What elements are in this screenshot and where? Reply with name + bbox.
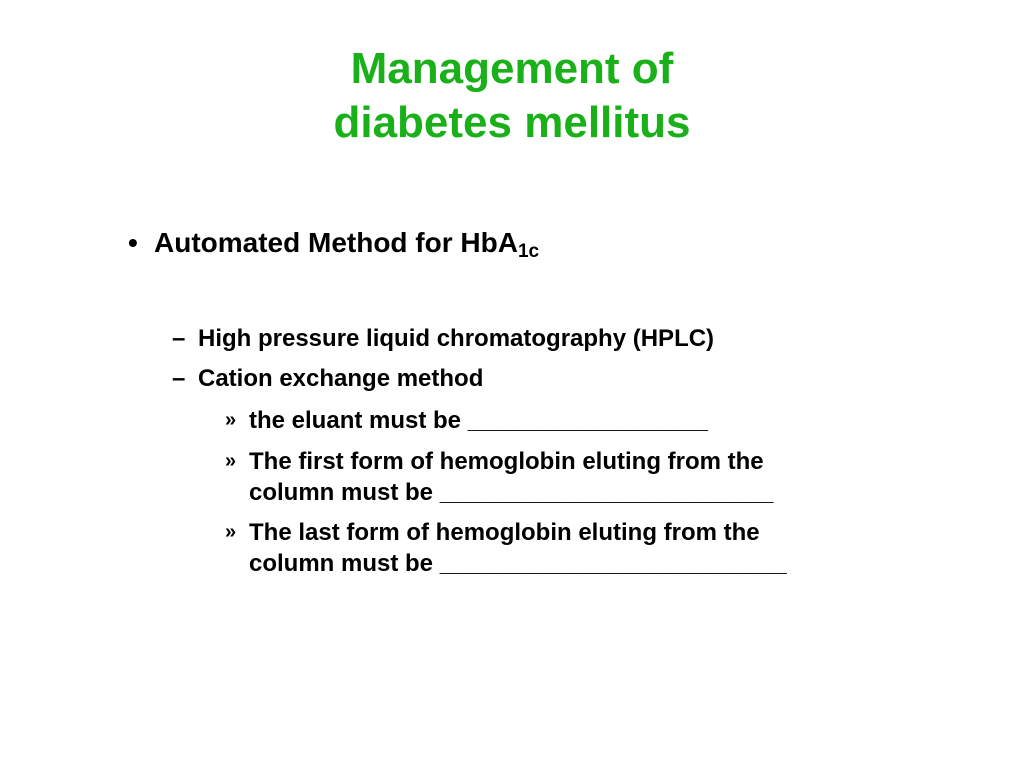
sub-bullet-hplc [172, 324, 714, 354]
bullet-subscript: 1c [517, 241, 540, 262]
sub-sub-bullet-last-form [225, 517, 925, 579]
dash-marker-icon: – [172, 325, 186, 352]
slide-title [0, 42, 1024, 150]
sub-bullet-text: Cation exchange method [198, 365, 484, 392]
dash-marker-icon: – [172, 365, 186, 392]
sub-sub-bullet-line-1: the eluant must be __________________ [249, 407, 708, 434]
double-chevron-marker-icon: » [225, 450, 237, 472]
sub-bullet-cation-exchange [172, 364, 483, 394]
slide-title-line-1: Management of [350, 44, 674, 93]
bullet-dot-icon: • [128, 227, 138, 258]
sub-sub-bullet-line-2: column must be _________________________ [249, 479, 774, 506]
double-chevron-marker-icon: » [225, 521, 237, 543]
sub-sub-bullet-first-form [225, 446, 925, 508]
sub-sub-bullet-line-1: The last form of hemoglobin eluting from the [249, 519, 760, 546]
double-chevron-marker-icon: » [225, 409, 237, 431]
sub-bullet-text: High pressure liquid chromatography (HPLC) [198, 325, 715, 352]
bullet-text: Automated Method for HbA [154, 227, 518, 258]
slide-title-line-2: diabetes mellitus [333, 98, 691, 147]
bullet-automated-method [128, 225, 539, 261]
sub-sub-bullet-line-2: column must be __________________________ [249, 550, 787, 577]
sub-sub-bullet-eluant [225, 405, 925, 436]
sub-sub-bullet-line-1: The first form of hemoglobin eluting from the [249, 448, 764, 475]
